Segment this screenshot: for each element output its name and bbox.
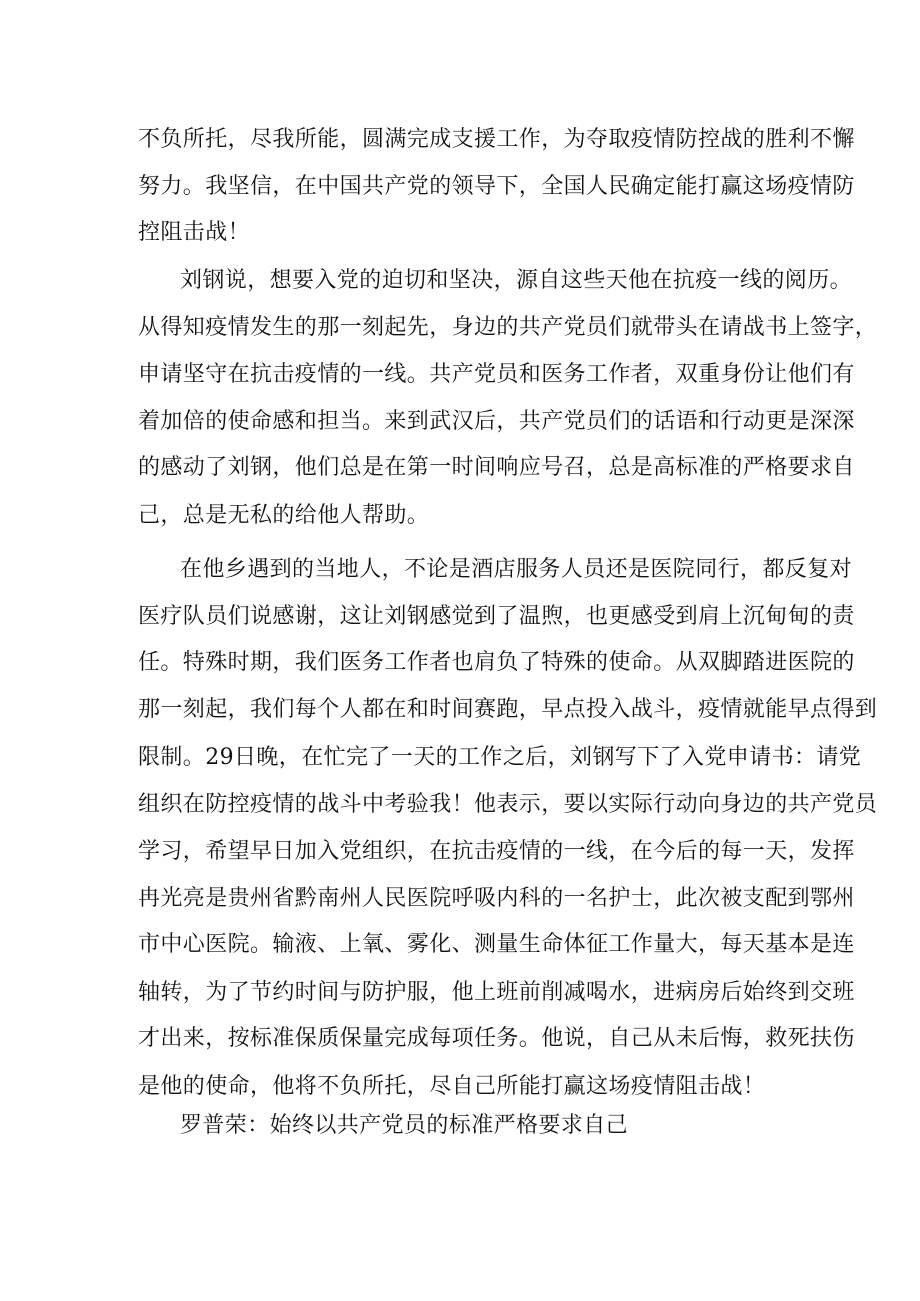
text-line: 学习，希望早日加入党组织，在抗击疫情的一线，在今后的每一天，发挥 bbox=[138, 839, 855, 864]
text-line: 组织在防控疫情的战斗中考验我！他表示，要以实际行动向身边的共产党员 bbox=[138, 792, 878, 817]
text-line: 的感动了刘钢，他们总是在第一时间响应号召，总是高标准的严格要求自 bbox=[138, 455, 855, 480]
text-line: 轴转，为了节约时间与防护服，他上班前削减喝水，进病房后始终到交班 bbox=[138, 980, 855, 1005]
text-line: 那一刻起，我们每个人都在和时间赛跑，早点投入战斗，疫情就能早点得到 bbox=[138, 697, 878, 722]
text-line: 着加倍的使命感和担当。来到武汉后，共产党员们的话语和行动更是深深 bbox=[138, 409, 855, 434]
paragraph-start-line: 在他乡遇到的当地人，不论是酒店服务人员还是医院同行，都反复对 bbox=[180, 557, 853, 582]
text-line: 限制。29日晚，在忙完了一天的工作之后，刘钢写下了入党申请书：请党 bbox=[138, 745, 862, 770]
text-line: 从得知疫情发生的那一刻起先，身边的共产党员们就带头在请战书上签字， bbox=[138, 315, 878, 340]
text-line: 是他的使命，他将不负所托，尽自己所能打赢这场疫情阻击战！ bbox=[138, 1074, 766, 1099]
text-line: 冉光亮是贵州省黔南州人民医院呼吸内科的一名护士，此次被支配到鄂州 bbox=[138, 886, 855, 911]
text-line: 任。特殊时期，我们医务工作者也肩负了特殊的使命。从双脚踏进医院的 bbox=[138, 650, 855, 675]
text-line: 努力。我坚信，在中国共产党的领导下，全国人民确定能打赢这场疫情防 bbox=[138, 174, 855, 199]
section-heading: 罗普荣：始终以共产党员的标准严格要求自己 bbox=[180, 1113, 629, 1138]
text-line: 医疗队员们说感谢，这让刘钢感觉到了温煦，也更感受到肩上沉甸甸的责 bbox=[138, 604, 855, 629]
text-line: 申请坚守在抗击疫情的一线。共产党员和医务工作者，双重身份让他们有 bbox=[138, 362, 855, 387]
text-line: 市中心医院。输液、上氧、雾化、测量生命体征工作量大，每天基本是连 bbox=[138, 932, 855, 957]
text-line: 己，总是无私的给他人帮助。 bbox=[138, 503, 430, 528]
text-line: 才出来，按标准保质保量完成每项任务。他说，自己从未后悔，救死扶伤 bbox=[138, 1026, 855, 1051]
paragraph-start-line: 刘钢说，想要入党的迫切和坚决，源自这些天他在抗疫一线的阅历。 bbox=[180, 268, 853, 293]
text-line: 不负所托，尽我所能，圆满完成支援工作，为夺取疫情防控战的胜利不懈 bbox=[138, 127, 855, 152]
text-line: 控阻击战！ bbox=[138, 220, 251, 245]
